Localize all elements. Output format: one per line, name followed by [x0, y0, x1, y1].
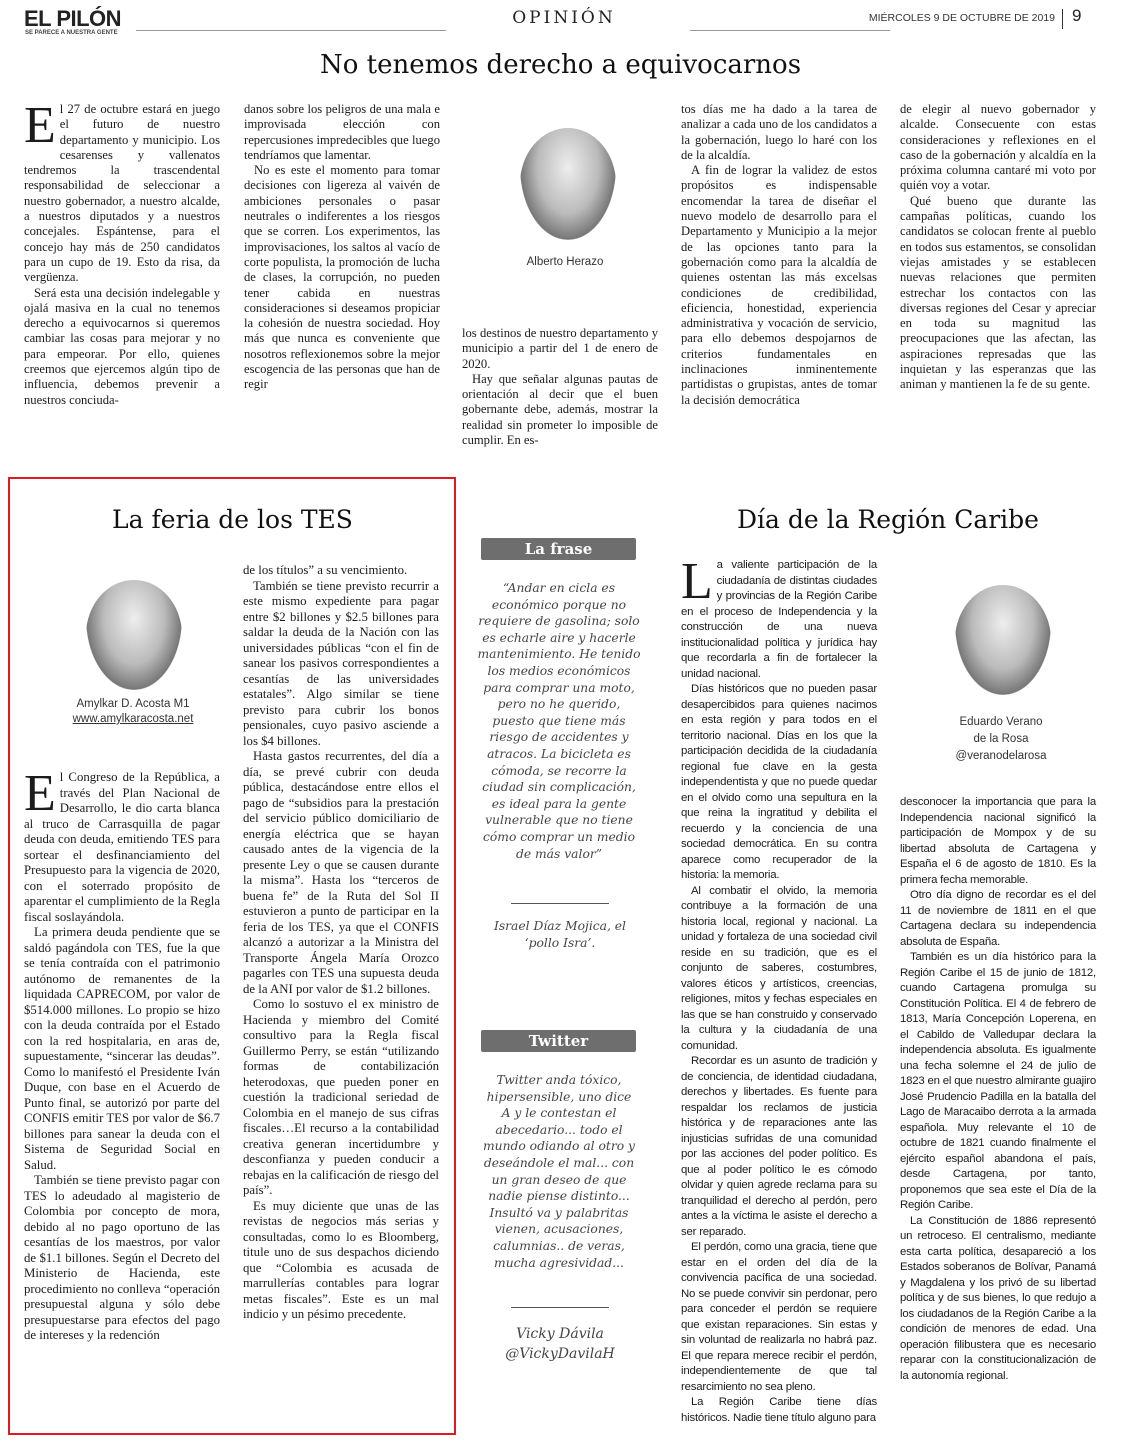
paragraph: Al combatir el olvido, la memoria contribuye a la formación de una historia local, regional y nacional. La unidad y fortaleza de una sociedad civil reside en su tradición, que es el conjunto de saberes, costumbres, valores éticos y artísticos, creencias, religiones, mitos y fechas especiales en las que se han construido y conservado la cultura y la ciudadanía de una comunidad. — [681, 884, 877, 1052]
top-article-col1 — [24, 97, 220, 408]
author-photo-alberto-herazo — [520, 128, 616, 240]
paragraph: l 27 de octubre estará en juego el futuro de nuestro departamento y municipio. Los cesarenses y vallenatos tendremos la trascendental responsabilidad de seleccionar a nuestro gobernador, a nuestro alcalde, a nuestros diputados y a nuestros concejales. Espántense, para el concejo hay más de 250 candidatos para un cupo de 19. Esto da risa, da vergüenza. — [24, 102, 220, 285]
tweet-handle[interactable]: @VickyDavilaH — [505, 1346, 615, 1362]
caribe-article-col2 — [900, 795, 1096, 1384]
author-website-link[interactable]: www.amylkaracosta.net — [72, 713, 194, 725]
author-name: Eduardo Verano — [959, 716, 1043, 728]
paragraph: Días históricos que no pueden pasar desapercibidos para quienes nacimos en esta región y para todos en el territorio nacional. Días en los que la participación decidida de la ciudadanía regional fue clave en la gesta independentista y que no puede quedar en el olvido como una sepultura en la que reina la ingratitud y debilita el recuerdo y la conciencia de una sociedad democrática. En su contra aparece como recuperador de la historia: la memoria. — [681, 683, 877, 881]
paragraph: También es un día histórico para la Región Caribe el 15 de junio de 1812, cuando Cartagena promulga su Constitución Política. El 4 de febrero de 1813, María Concepción Loperena, en el Cabildo de Valledupar declara la independencia absoluta. Es igualmente una fecha solemne el 24 de julio de 1823 en el que nuestro almirante guajiro José Prudencio Padilla en la batalla del Lago de Maracaibo derrota a la armada española. Muy relevante el 10 de octubre de 1821 cuando finalmente el ejército español abandona el país, desde Cartagena, por tanto, proponemos que sea este el Día de la Región Caribe. — [900, 951, 1096, 1211]
section-title: OPINIÓN — [512, 8, 616, 28]
paragraph: La Región Caribe tiene días históricos. Nadie tiene título alguno para — [681, 1396, 877, 1424]
tweet-text: Twitter anda tóxico, hipersensible, uno dice A y le contestan el abecedario... todo el mundo odiando al otro y deseándole el mal... con un gran deseo de que nadie piense distinto... Insultó va y palabritas vienen, acusaciones, calumnias.. de veras, mucha agresividad... — [483, 1073, 635, 1270]
paragraph: Otro día digno de recordar es el del 11 de noviembre de 1811 en el que Cartagena declara su independencia absoluta de España. — [900, 889, 1096, 948]
top-article-title: No tenemos derecho a equivocarnos — [320, 50, 802, 80]
paragraph: desconocer la importancia que para la Independencia nacional significó la participación de Mompox y de su libertad absoluta de Cartagena y España el 6 de agosto de 1810. Es la primera fecha memorable. — [900, 796, 1096, 886]
dropcap: E — [24, 97, 56, 154]
paragraph: No es este el momento para tomar decisiones con ligereza al vaivén de ambiciones personales o pasar neutrales o indiferentes a los riesgos que se corren. Los experimentos, las improvisaciones, los saltos al vacío de corte populista, la promoción de lucha de clases, la corrupción, no pueden tener cabida en nuestras consideraciones si deseamos propiciar la cohesión de nuestra sociedad. Hoy más que nunca es conveniente que nosotros reflexionemos sobre la mejor escogencia de las personas que han de regir — [244, 163, 440, 392]
paragraph: Hay que señalar algunas pautas de orientación al decir que el buen gobernante debe, además, mostrar la realidad sin prometer lo imposible de cumplir. En es- — [462, 371, 658, 448]
tes-article-col1 — [24, 765, 220, 1344]
dropcap: L — [681, 553, 713, 610]
paragraph: a valiente participación de la ciudadanía de distintas ciudades y provincias de la Región Caribe en el proceso de Independencia y la construcción de una nueva institucionalidad política y jurídica hay que recordarla a fin de fortalecer la unidad nacional. — [681, 559, 877, 680]
paragraph: Recordar es un asunto de tradición y de conciencia, de identidad ciudadana, derechos y libertades. Es fuente para respaldar los reclamos de justicia histórica y de reparaciones ante las injusticias sufridas de una comunidad por las acciones del poder político. Es que al poder político le es cómodo olvidar y quien agrede reclama para su tranquilidad el derecho al perdón, pero antes a la víctima le asiste el derecho a ser reparado. — [681, 1055, 877, 1238]
paragraph: tos días me ha dado a la tarea de analizar a cada uno de los candidatos a la gobernación, luego lo haré con los de la alcaldía. — [681, 102, 877, 162]
top-article-col3 — [462, 326, 658, 448]
tes-article-col2 — [243, 563, 439, 1323]
paragraph: También se tiene previsto pagar con TES lo adeudado al magisterio de Colombia por concepto de mora, debido al no pago oportuno de las cesantías de los maestros, por valor de $1.1 billones. Según el Decreto del Ministerio de Hacienda, este procedimiento no conlleva “operación presupuestal alguna y sólo debe presupuestarse para efectos del pago de intereses y la redención — [24, 1173, 220, 1342]
masthead — [0, 0, 1128, 42]
caribe-article-title: Día de la Región Caribe — [737, 505, 1039, 534]
top-article-col5 — [900, 102, 1096, 393]
frase-divider — [511, 903, 609, 904]
paragraph: A fin de lograr la validez de estos propósitos es indispensable encomendar la tarea de diseñar el nuevo modelo de desarrollo para el Departamento y Municipio a la mejor de las opciones tanto para la gobernación como para la alcaldía de quienes ostentan las más excelsas condiciones de credibilidad, eficiencia, honestidad, experiencia administrativa y vocación de servicio, para ello debemos despojarnos de criterios fundamentales en inclinaciones inminentemente partidistas o grupistas, antes de tomar la decisión democrática — [681, 163, 877, 407]
author-photo-eduardo-verano — [955, 585, 1051, 695]
top-article-col2 — [244, 102, 440, 393]
paragraph: Qué bueno que durante las campañas políticas, cuando los candidatos se colocan frente al pueblo en todos sus estamentos, se consolidan viejas amistades y se establecen nuevas relaciones que permiten estrechar los contactos con las diversas regiones del Cesar y apreciar en toda su magnitud las preocupaciones que las afectan, las aspiraciones represadas que las inquietan y las esperanzas que las animan y mantienen la fe de su gente. — [900, 193, 1096, 392]
frase-attribution: Israel Díaz Mojica, el ‘pollo Isra’. — [494, 919, 626, 950]
logo: EL PILÓN — [24, 6, 122, 31]
frase-quote: “Andar en cicla es económico porque no requiere de gasolina; solo es echarle aire y hacerle mantenimiento. He tenido los medios económicos para comprar una moto, pero no he querido, puesto que tiene más riesgo de accidentes y atracos. La bicicleta es cómoda, se recorre la ciudad sin complicación, es ideal para la gente vulnerable que no tiene cómo comprar un medio de más valor” — [477, 581, 641, 861]
tweet-author: Vicky Dávila — [516, 1326, 604, 1342]
paragraph: La primera deuda pendiente que se saldó pagándola con TES, fue la que se tenía contraída con el patrimonio autónomo de remanentes de la liquidada CAPRECOM, por valor de $514.000 millones. Lo propio se hizo con la deuda contraída por el Estado con la red hospitalaria, en aras de, supuestamente, “sincerar las deudas”. Como lo manifestó el Presidente Iván Duque, con base en el Acuerdo de Punto final, se autorizó por parte del CONFIS emitir TES por valor de $6.7 billones para sanear la deuda con el Sistema de Seguridad Social en Salud. — [24, 925, 220, 1172]
paragraph: danos sobre los peligros de una mala e improvisada elección con repercusiones impredecibles que luego tendríamos que lamentar. — [244, 102, 440, 162]
header-rule — [136, 30, 446, 31]
twitter-divider — [511, 1307, 609, 1308]
paragraph: l Congreso de la República, a través del Plan Nacional de Desarrollo, le dio carta blanca al truco de Carrasquilla de pagar deuda con deuda, emitiendo TES para sortear el desfinanciamiento del Presupuesto para la vigencia de 2020, con el soterrado propósito de aparentar el cumplimiento de la Regla fiscal soslayándola. — [24, 770, 220, 924]
page-number: 9 — [1072, 6, 1082, 25]
paragraph: Es muy diciente que unas de las revistas de negocios más serias y consultadas, como lo es Bloomberg, titule uno de sus despachos diciendo que “Colombia es acusada de marrullerías contables para lograr metas fiscales”. Este es un mal indicio y un pésimo precedente. — [243, 1198, 439, 1321]
header-rule-right — [690, 30, 890, 31]
paragraph: Será esta una decisión indelegable y ojalá masiva en la cual no tenemos derecho a equivocarnos si queremos cambiar las cosas para mejorar y no para empeorar. Por ello, quienes creemos que ejercemos algún tipo de influencia, debemos prevenir a nuestros conciuda- — [24, 285, 220, 407]
paragraph: La Constitución de 1886 representó un retroceso. El centralismo, mediante esta carta política, desapareció a los Estados soberanos de Bolívar, Panamá y Magdalena y los privó de su libertad política y de sus bienes, lo que redujo a los ciudadanos de la Región Caribe a la condición de menores de edad. Una operación filibustera que es necesario reparar con la constitucionalización de la autonomía regional. — [900, 1214, 1096, 1382]
paragraph: Como lo sostuvo el ex ministro de Hacienda y miembro del Comité consultivo para la Regla fiscal Guillermo Perry, se están “utilizando formas de contabilización heterodoxas, que pueden poner en cuestión la tradicional seriedad de Colombia en el manejo de sus cifras fiscales…El recurso a la contabilidad creativa generan incertidumbre y desconfianza y pueden conducir a rebajas en la calificación de riesgo del país”. — [243, 997, 439, 1197]
top-article-col4 — [681, 102, 877, 408]
paragraph: de los títulos” a su vencimiento. — [243, 563, 408, 577]
author-handle[interactable]: @veranodelarosa — [955, 750, 1047, 762]
paragraph: El perdón, como una gracia, tiene que estar en el orden del día de la convivencia pacífica de una sociedad. No se puede convivir sin perdonar, pero para conceder el perdón se requiere que existan reparaciones. Sin estas y sin voluntad de realizarla no habrá paz. El que repara merece recibir el perdón, independientemente de que tal resarcimiento no sea pleno. — [681, 1241, 877, 1393]
paragraph: También se tiene previsto recurrir a este mismo expediente para pagar entre $2 billones y $2.5 billones para saldar la deuda de la Nación con las universidades públicas “con el fin de sanear los pasivos correspondientes a cesantías de las universidades estatales”. Algo similar se tiene previsto para cubrir los bonos pensionales, cuyo pasivo asciende a los $4 billones. — [243, 578, 439, 748]
author-name: Alberto Herazo — [526, 256, 604, 268]
author-photo-amylkar-acosta — [86, 580, 182, 690]
caribe-article-col1 — [681, 553, 877, 1426]
tes-article-title: La feria de los TES — [112, 505, 353, 534]
twitter-box-header: Twitter — [481, 1030, 636, 1052]
frase-box-header: La frase — [481, 538, 636, 560]
dropcap: E — [24, 765, 56, 822]
logo-tagline: SE PARECE A NUESTRA GENTE — [25, 30, 118, 36]
paragraph: Hasta gastos recurrentes, del día a día, se prevé cubrir con deuda pública, destacándose entre ellos el pago de “subsidios para la prestación del servicio público domiciliario de energía eléctrica que se hayan causado antes de la vigencia de la presente Ley o que se causen durante la misma”. Hasta los “terceros de buena fe” de la Ruta del Sol II estuvieron a punto de participar en la feria de los TES, ya que el CONFIS alcanzó a autorizar a la Ministra del Transporte Ángela María Orozco pagarles con TES una supuesta deuda de la ANI por valor de $1.2 billones. — [243, 749, 439, 996]
paragraph: los destinos de nuestro departamento y municipio a partir del 1 de enero de 2020. — [462, 326, 658, 371]
header-date: MIÉRCOLES 9 DE OCTUBRE DE 2019 — [868, 12, 1055, 24]
author-name-line2: de la Rosa — [973, 733, 1029, 745]
author-name: Amylkar D. Acosta M1 — [76, 698, 190, 710]
paragraph: de elegir al nuevo gobernador y alcalde. Consecuente con estas consideraciones y reflexiones en el caso de la gobernación y alcaldía en la próxima columna cantaré mi voto por quién voy a votar. — [900, 102, 1096, 193]
header-separator — [1062, 9, 1063, 29]
